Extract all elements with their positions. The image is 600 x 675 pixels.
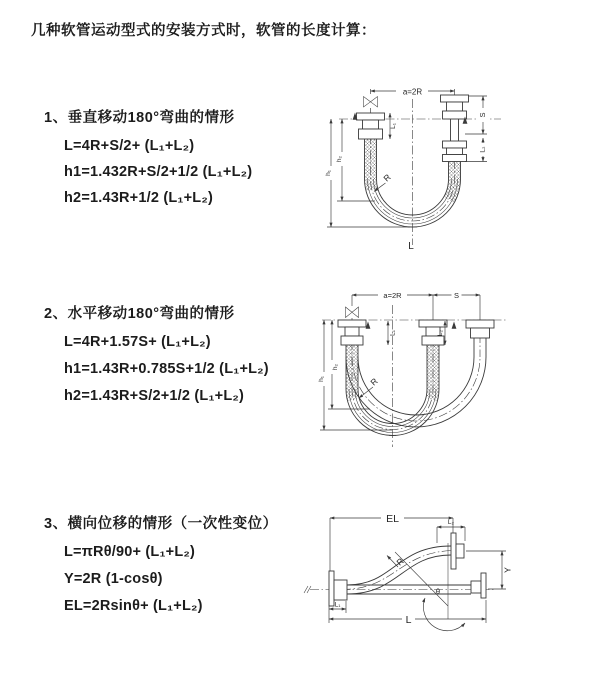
section-3-formula-Y: Y=2R (1-cosθ) [64,571,163,587]
dim-label-a2r: a=2R [402,87,423,97]
valve-icon [346,307,359,318]
dim-label-h2: h₂ [336,155,344,163]
radius-label: R [368,376,380,388]
dim-label-h1: h₁ [318,376,326,382]
dim-label-l1: L₁ [334,601,341,609]
dim-label-h2: h₂ [332,363,340,371]
section-2-formula-L: L=4R+1.57S+ (L₁+L₂) [64,334,211,350]
dim-label-h1: h₁ [325,170,333,176]
section-1-formula-h2: h2=1.43R+1/2 (L₁+L₂) [64,190,214,206]
dim-label-l1: L₁ [390,123,397,129]
radius-label: R [394,555,406,568]
radius-construction-line [395,552,448,606]
radius-label: R [381,172,393,184]
left-flange-assembly [357,113,385,139]
move-arrow-middle [452,322,457,329]
break-mark [304,586,311,593]
theta-label: θ [435,587,441,596]
theta-arc [423,598,465,631]
section-2-formula-h1: h1=1.43R+0.785S+1/2 (L₁+L₂) [64,361,269,377]
page-title: 几种软管运动型式的安装方式时，软管的长度计算： [31,23,376,39]
length-label: L [408,241,414,252]
diagram-vertical-180-bend [315,77,585,255]
dim-label-l2: L₂ [437,329,445,337]
hose-u2-inner-wall [358,338,474,415]
right-flange-assembly [441,95,469,162]
diagram-horizontal-180-bend [312,287,582,457]
section-3-formula-L: L=πRθ/90+ (L₁+L₂) [64,544,196,560]
section-1-heading: 1、垂直移动180°弯曲的情形 [44,110,235,126]
diagram-lateral-displacement [298,503,598,648]
valve-icon [364,97,378,108]
dim-label-l: L [405,614,412,626]
right-flange-assembly [466,320,494,338]
radius-leader [359,387,373,398]
dim-label-y: Y [502,567,513,573]
braid-hatch-middle [427,345,439,389]
top-flange [451,533,464,569]
section-2-heading: 2、水平移动180°弯曲的情形 [44,306,235,322]
dim-label-l2: L₂ [479,146,487,153]
section-3-formula-EL: EL=2Rsinθ+ (L₁+L₂) [64,598,203,614]
hose-u2-outer-wall [346,338,486,427]
dim-label-a2r: a=2R [383,291,402,300]
dim-label-s: S [453,291,460,300]
left-flange-assembly [338,320,366,345]
dim-label-l1: L₁ [389,330,397,336]
section-2-formula-h2: h2=1.43R+S/2+1/2 (L₁+L₂) [64,388,245,404]
dim-label-s: S [477,112,487,118]
section-1-formula-h1: h1=1.432R+S/2+1/2 (L₁+L₂) [64,164,253,180]
section-1-formula-L: L=4R+S/2+ (L₁+L₂) [64,138,195,154]
right-flange [471,573,486,598]
braid-hatch-left [346,345,358,389]
section-3-heading: 3、横向位移的情形（一次性变位） [44,516,278,532]
dim-label-l2: L₂ [447,519,455,526]
dim-label-el: EL [386,513,399,525]
